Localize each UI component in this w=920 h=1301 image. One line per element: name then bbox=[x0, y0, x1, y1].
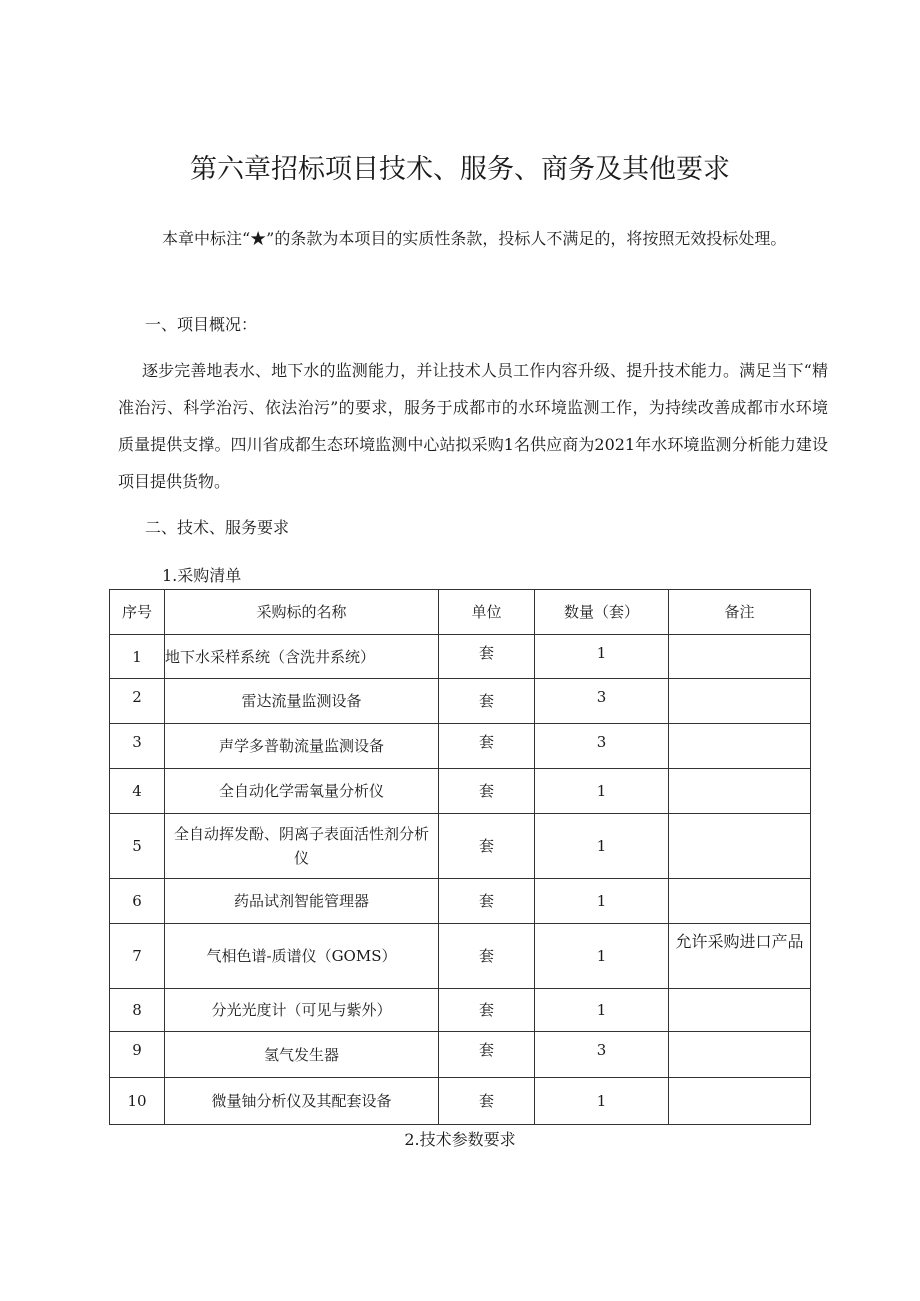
row-qty: 3 bbox=[535, 1032, 669, 1078]
header-qty: 数量（套） bbox=[535, 590, 669, 635]
overview-paragraph: 逐步完善地表水、地下水的监测能力，并让技术人员工作内容升级、提升技术能力。满足当下“精准治污、科学治污、依法治污”的要求，服务于成都市的水环境监测工作，为持续改善成都市水环境质量提供支撑。四川省成都生态环境监测中心站拟采购1名供应商为2021年水环境监测分析能力建设项目提供货物。 bbox=[118, 361, 828, 491]
row-no: 1 bbox=[110, 635, 165, 679]
intro-paragraph: 本章中标注“★”的条款为本项目的实质性条款，投标人不满足的，将按照无效投标处理。 bbox=[162, 229, 787, 248]
row-note bbox=[669, 1078, 811, 1125]
row-no: 10 bbox=[110, 1078, 165, 1125]
row-qty: 1 bbox=[535, 924, 669, 989]
row-name: 雷达流量监测设备 bbox=[165, 679, 439, 724]
row-note bbox=[669, 679, 811, 724]
row-qty: 1 bbox=[535, 879, 669, 924]
header-note: 备注 bbox=[669, 590, 811, 635]
row-no: 4 bbox=[110, 769, 165, 814]
row-name: 氢气发生器 bbox=[165, 1032, 439, 1078]
purchase-list-table bbox=[109, 589, 811, 1125]
row-unit: 套 bbox=[439, 724, 535, 769]
row-no: 6 bbox=[110, 879, 165, 924]
row-note bbox=[669, 635, 811, 679]
row-name: 气相色谱-质谱仪（GOMS） bbox=[165, 924, 439, 989]
row-name: 全自动挥发酚、阴离子表面活性剂分析仪 bbox=[165, 814, 439, 879]
row-name: 分光光度计（可见与紫外） bbox=[165, 989, 439, 1032]
header-unit: 单位 bbox=[439, 590, 535, 635]
table-row bbox=[110, 879, 811, 924]
table-row bbox=[110, 1078, 811, 1125]
row-no: 8 bbox=[110, 989, 165, 1032]
section-heading-tech-service: 二、技术、服务要求 bbox=[145, 518, 290, 537]
purchase-list-title: 1.采购清单 bbox=[162, 566, 242, 585]
row-qty: 1 bbox=[535, 769, 669, 814]
row-note bbox=[669, 769, 811, 814]
row-unit: 套 bbox=[439, 879, 535, 924]
row-unit: 套 bbox=[439, 635, 535, 679]
table-header-row bbox=[110, 590, 811, 635]
table-row bbox=[110, 814, 811, 879]
header-name: 采购标的名称 bbox=[165, 590, 439, 635]
row-name: 全自动化学需氧量分析仪 bbox=[165, 769, 439, 814]
section-heading-overview: 一、项目概况： bbox=[145, 315, 258, 334]
table-row bbox=[110, 1032, 811, 1078]
row-no: 7 bbox=[110, 924, 165, 989]
row-qty: 3 bbox=[535, 724, 669, 769]
page-title: 第六章招标项目技术、服务、商务及其他要求 bbox=[190, 154, 730, 185]
row-unit: 套 bbox=[439, 1078, 535, 1125]
header-no: 序号 bbox=[110, 590, 165, 635]
row-note: 允许采购进口产品 bbox=[669, 924, 811, 989]
row-unit: 套 bbox=[439, 989, 535, 1032]
row-qty: 1 bbox=[535, 635, 669, 679]
tech-params-title: 2.技术参数要求 bbox=[404, 1130, 516, 1149]
row-no: 2 bbox=[110, 679, 165, 724]
table-row bbox=[110, 635, 811, 679]
row-name: 地下水采样系统（含洗井系统） bbox=[165, 635, 439, 679]
table-row bbox=[110, 679, 811, 724]
row-qty: 1 bbox=[535, 814, 669, 879]
row-unit: 套 bbox=[439, 814, 535, 879]
row-name: 微量铀分析仪及其配套设备 bbox=[165, 1078, 439, 1125]
row-unit: 套 bbox=[439, 769, 535, 814]
row-note bbox=[669, 879, 811, 924]
row-qty: 1 bbox=[535, 1078, 669, 1125]
table-row bbox=[110, 769, 811, 814]
row-no: 5 bbox=[110, 814, 165, 879]
row-qty: 3 bbox=[535, 679, 669, 724]
table-row bbox=[110, 724, 811, 769]
row-unit: 套 bbox=[439, 679, 535, 724]
table-row bbox=[110, 924, 811, 989]
row-no: 9 bbox=[110, 1032, 165, 1078]
row-note bbox=[669, 1032, 811, 1078]
row-unit: 套 bbox=[439, 1032, 535, 1078]
row-note bbox=[669, 724, 811, 769]
row-name: 药品试剂智能管理器 bbox=[165, 879, 439, 924]
table-row bbox=[110, 989, 811, 1032]
row-unit: 套 bbox=[439, 924, 535, 989]
row-note bbox=[669, 989, 811, 1032]
row-name: 声学多普勒流量监测设备 bbox=[165, 724, 439, 769]
row-no: 3 bbox=[110, 724, 165, 769]
row-qty: 1 bbox=[535, 989, 669, 1032]
row-note bbox=[669, 814, 811, 879]
